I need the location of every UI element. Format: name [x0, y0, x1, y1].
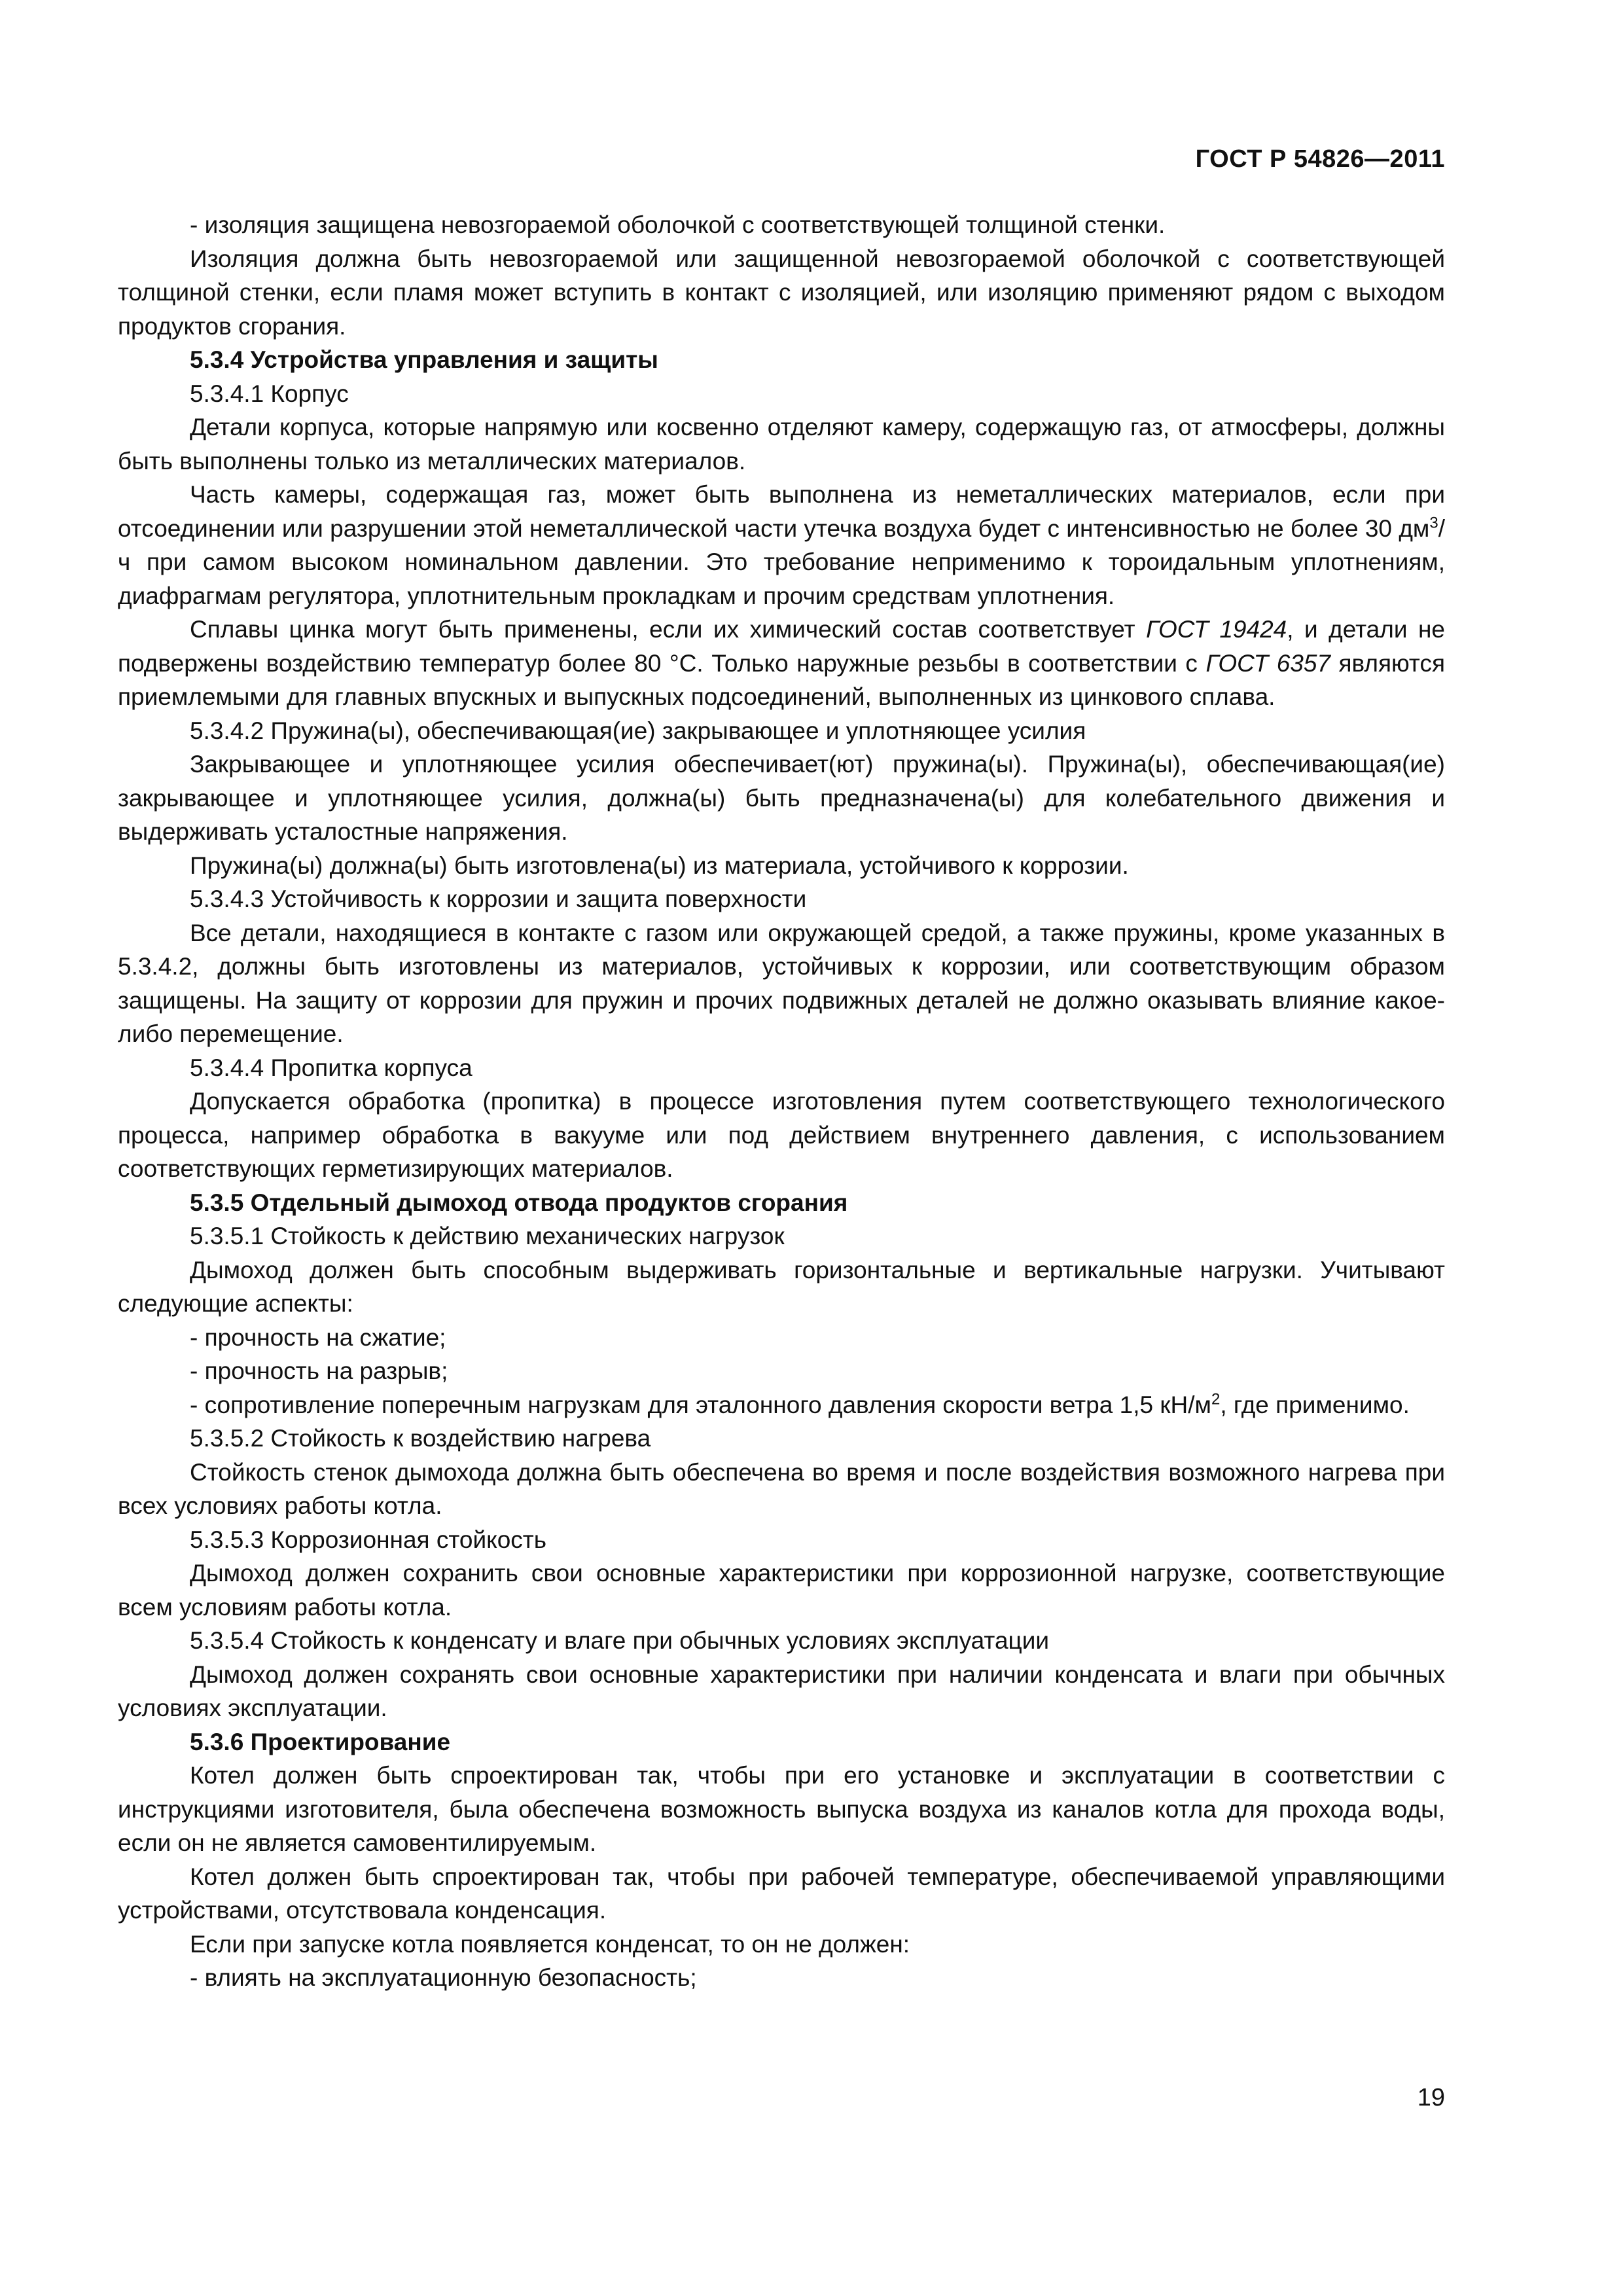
subsection-title-5-3-5-4: 5.3.5.4 Стойкость к конденсату и влаге при обычных условиях эксплуатации: [190, 1627, 1050, 1654]
subsection-title-5-3-4-2: 5.3.4.2 Пружина(ы), обеспечивающая(ие) закрывающее и уплотняющее усилия: [190, 717, 1086, 744]
list-item: [118, 1388, 1445, 1422]
text-fragment: , и детали не подвержены воздействию температур более 80 °С. Только наружные резьбы в соответствии с: [118, 616, 1446, 677]
paragraph: Закрывающее и уплотняющее усилия обеспечивает(ют) пружина(ы). Пружина(ы), обеспечивающая(ие) закрывающее и уплотняющее усилия, должна(ы) быть предназначена(ы) для колебательного движения и выдерживать усталостные напряжения.: [118, 751, 1445, 845]
standard-reference: ГОСТ 6357: [1205, 649, 1331, 677]
paragraph: - изоляция защищена невозгораемой оболочкой с соответствующей толщиной стенки.: [190, 211, 1166, 238]
subsection-title-5-3-5-2: 5.3.5.2 Стойкость к воздействию нагрева: [190, 1425, 651, 1452]
list-item: - прочность на разрыв;: [190, 1357, 448, 1384]
text-fragment: Часть камеры, содержащая газ, может быть выполнена из неметаллических материалов, если при отсоединении или разрушении этой неметаллической части утечка воздуха будет с интенсивностью не более 30 дм: [118, 481, 1445, 542]
paragraph: Если при запуске котла появляется конденсат, то он не должен:: [190, 1930, 910, 1958]
subsection-title-5-3-5-1: 5.3.5.1 Стойкость к действию механических нагрузок: [190, 1223, 785, 1249]
superscript: 2: [1211, 1390, 1221, 1408]
paragraph: [118, 613, 1445, 714]
paragraph: Допускается обработка (пропитка) в процессе изготовления путем соответствующего технологического процесса, например обработка в вакууме или под действием внутреннего давления, с использованием соответствующих герметизирующих материалов.: [118, 1088, 1445, 1182]
page-number: 19: [1417, 2084, 1445, 2111]
document-body: [118, 208, 1445, 1995]
paragraph: Пружина(ы) должна(ы) быть изготовлена(ы) из материала, устойчивого к коррозии.: [190, 852, 1129, 879]
paragraph: Дымоход должен сохранить свои основные характеристики при коррозионной нагрузке, соответствующие всем условиям работы котла.: [118, 1560, 1445, 1621]
subsection-title-5-3-4-4: 5.3.4.4 Пропитка корпуса: [190, 1054, 473, 1081]
paragraph: Все детали, находящиеся в контакте с газом или окружающей средой, а также пружины, кроме указанных в 5.3.4.2, должны быть изготовлены из материалов, устойчивых к коррозии, или соответствующим образом защищены. На защиту от коррозии для пружин и прочих подвижных деталей не должно оказывать влияние какое-либо перемещение.: [118, 919, 1445, 1047]
list-item: - влиять на эксплуатационную безопасность;: [190, 1964, 697, 1991]
paragraph: [118, 478, 1445, 613]
paragraph: Дымоход должен сохранять свои основные характеристики при наличии конденсата и влаги при обычных условиях эксплуатации.: [118, 1660, 1445, 1721]
paragraph: Изоляция должна быть невозгораемой или защищенной невозгораемой оболочкой с соответствующей толщиной стенки, если пламя может вступить в контакт с изоляцией, или изоляцию применяют рядом с выходом продуктов сгорания.: [118, 245, 1445, 340]
text-fragment: /ч при самом высоком номинальном давлении. Это требование неприменимо к тороидальным уплотнениям, диафрагмам регулятора, уплотнительным прокладкам и прочим средствам уплотнения.: [118, 514, 1445, 609]
subsection-title-5-3-5-3: 5.3.5.3 Коррозионная стойкость: [190, 1526, 547, 1553]
section-heading-5-3-5: 5.3.5 Отдельный дымоход отвода продуктов сгорания: [190, 1189, 848, 1216]
section-heading-5-3-6: 5.3.6 Проектирование: [190, 1728, 451, 1755]
text-fragment: являются приемлемыми для главных впускных и выпускных подсоединений, выполненных из цинкового сплава.: [118, 649, 1445, 710]
paragraph: Дымоход должен быть способным выдерживать горизонтальные и вертикальные нагрузки. Учитывают следующие аспекты:: [118, 1256, 1445, 1317]
superscript: 3: [1429, 514, 1438, 532]
paragraph: Котел должен быть спроектирован так, чтобы при рабочей температуре, обеспечиваемой управляющими устройствами, отсутствовала конденсация.: [118, 1863, 1445, 1924]
text-fragment: - сопротивление поперечным нагрузкам для эталонного давления скорости ветра 1,5 кН/м: [190, 1391, 1211, 1418]
text-fragment: Сплавы цинка могут быть применены, если их химический состав соответствует: [190, 616, 1147, 643]
subsection-title-5-3-4-3: 5.3.4.3 Устойчивость к коррозии и защита поверхности: [190, 886, 807, 912]
section-heading-5-3-4: 5.3.4 Устройства управления и защиты: [190, 346, 658, 373]
paragraph: Стойкость стенок дымохода должна быть обеспечена во время и после воздействия возможного нагрева при всех условиях работы котла.: [118, 1458, 1445, 1519]
list-item: - прочность на сжатие;: [190, 1323, 446, 1351]
text-fragment: , где применимо.: [1220, 1391, 1410, 1418]
subsection-title-5-3-4-1: 5.3.4.1 Корпус: [190, 380, 349, 407]
paragraph: Детали корпуса, которые напрямую или косвенно отделяют камеру, содержащую газ, от атмосферы, должны быть выполнены только из металлических материалов.: [118, 414, 1445, 475]
paragraph: Котел должен быть спроектирован так, чтобы при его установке и эксплуатации в соответствии с инструкциями изготовителя, была обеспечена возможность выпуска воздуха из каналов котла для прохода воды, если он не является самовентилируемым.: [118, 1762, 1445, 1856]
document-header-standard-number: ГОСТ Р 54826—2011: [1195, 145, 1445, 173]
standard-reference: ГОСТ 19424: [1146, 616, 1287, 643]
